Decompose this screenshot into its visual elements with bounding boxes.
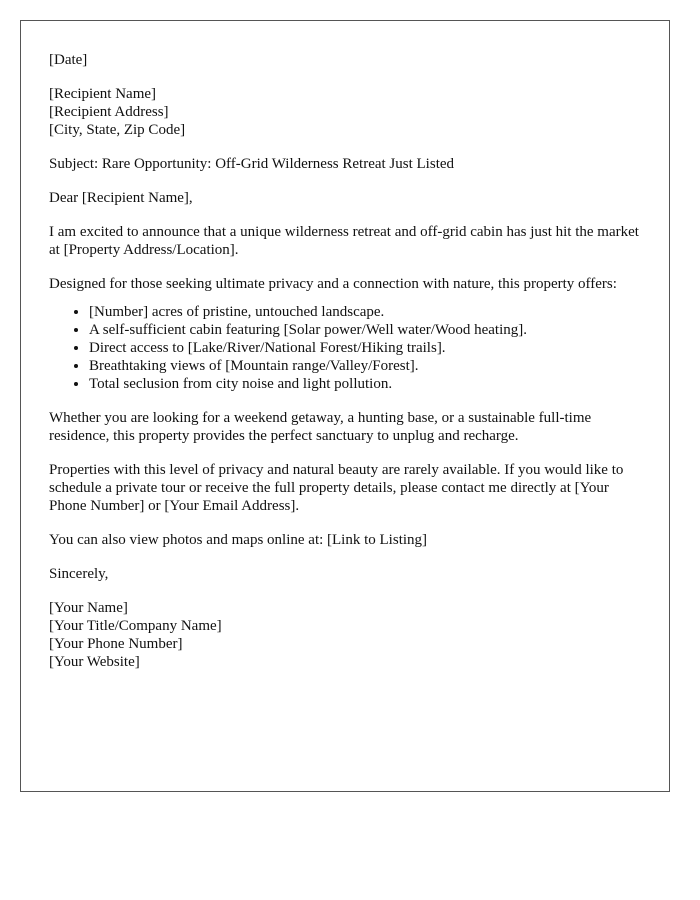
signature-name: [Your Name] bbox=[49, 600, 128, 616]
recipient-city-state-zip: [City, State, Zip Code] bbox=[49, 122, 186, 138]
letter-date: [Date] bbox=[49, 52, 88, 68]
offers-lead-paragraph: Designed for those seeking ultimate privacy and a connection with nature, this property offers: bbox=[49, 276, 617, 292]
feature-item: • Direct access to [Lake/River/National Forest/Hiking trails]. bbox=[89, 339, 649, 357]
signature-title-company: [Your Title/Company Name] bbox=[49, 618, 222, 634]
subject-line: Subject: Rare Opportunity: Off-Grid Wilderness Retreat Just Listed bbox=[49, 156, 455, 172]
online-paragraph: You can also view photos and maps online at: [Link to Listing] bbox=[49, 532, 428, 548]
recipient-address: [Recipient Address] bbox=[49, 104, 169, 120]
recipient-address-block bbox=[49, 85, 649, 139]
signature-block bbox=[49, 599, 649, 671]
feature-item: • Breathtaking views of [Mountain range/Valley/Forest]. bbox=[89, 357, 649, 375]
feature-item: • [Number] acres of pristine, untouched landscape. bbox=[89, 303, 649, 321]
signature-website: [Your Website] bbox=[49, 654, 140, 670]
letter-page bbox=[20, 20, 670, 792]
salutation: Dear [Recipient Name], bbox=[49, 190, 193, 206]
intro-paragraph: I am excited to announce that a unique wilderness retreat and off-grid cabin has just hit the market at [Property Address/Location]. bbox=[49, 224, 639, 258]
use-cases-paragraph: Whether you are looking for a weekend getaway, a hunting base, or a sustainable full-time residence, this property provides the perfect sanctuary to unplug and recharge. bbox=[49, 410, 592, 444]
feature-item: • Total seclusion from city noise and light pollution. bbox=[89, 375, 649, 393]
feature-item: • A self-sufficient cabin featuring [Solar power/Well water/Wood heating]. bbox=[89, 321, 649, 339]
signature-phone: [Your Phone Number] bbox=[49, 636, 183, 652]
recipient-name: [Recipient Name] bbox=[49, 86, 157, 102]
feature-list bbox=[49, 303, 649, 393]
closing: Sincerely, bbox=[49, 566, 109, 582]
contact-paragraph: Properties with this level of privacy and natural beauty are rarely available. If you would like to schedule a private tour or receive the full property details, please contact me directly at [Your Phone Number] or [Your Email Address]. bbox=[49, 462, 624, 514]
